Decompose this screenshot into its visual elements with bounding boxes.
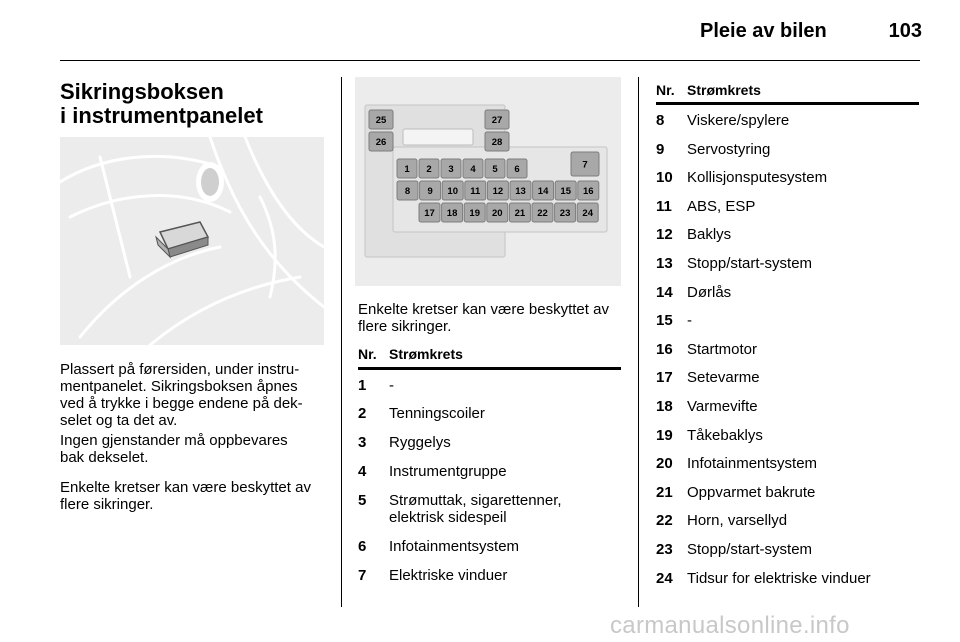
table-row	[656, 570, 921, 604]
fuse-number: 12	[656, 226, 673, 243]
circuit-description: Tidsur for elektriske vinduer	[687, 570, 871, 587]
fuse-number: 8	[656, 112, 665, 129]
fuse-label: 27	[491, 115, 503, 126]
storage-warning: Ingen gjenstander må oppbevares bak dekselet.	[60, 432, 288, 466]
fuse-label: 8	[404, 186, 411, 197]
table-row	[358, 492, 623, 526]
column-divider-left	[341, 77, 342, 607]
multiple-fuses-note-left: Enkelte kretser kan være beskyttet av flere sikringer.	[60, 479, 311, 513]
circuit-description: Kollisjonsputesystem	[687, 169, 828, 186]
fuse-number: 11	[656, 198, 672, 215]
circuit-description: Startmotor	[687, 341, 758, 358]
circuit-description: Stopp/start-system	[687, 541, 813, 558]
section-title	[60, 80, 263, 128]
fuse-label: 22	[537, 208, 548, 219]
fuse-blank-slot	[403, 129, 473, 145]
page-number: 103	[888, 20, 922, 42]
section-title-line2: i instrumentpanelet	[60, 103, 263, 128]
table-row	[358, 567, 623, 601]
fuse-label: 6	[514, 164, 520, 175]
fuse-number: 7	[358, 567, 367, 584]
fuse-number: 5	[358, 492, 367, 509]
fuse-number: 14	[656, 284, 673, 301]
fuse-number: 4	[358, 463, 367, 480]
circuit-description: Setevarme	[687, 369, 760, 386]
fuse-box-diagram	[355, 77, 621, 286]
circuit-description: Servostyring	[687, 141, 771, 158]
circuit-description: Oppvarmet bakrute	[687, 484, 816, 501]
fuse-number: 17	[656, 369, 673, 386]
circuit-description: Varmevifte	[687, 398, 758, 415]
fuse-label: 26	[375, 137, 387, 148]
fuse-number: 22	[656, 512, 673, 529]
column-divider-right	[638, 77, 639, 607]
circuit-description: Horn, varsellyd	[687, 512, 788, 529]
fuse-number: 13	[656, 255, 673, 272]
circuit-description: -	[687, 312, 692, 329]
footer-watermark: carmanualsonline.info	[610, 612, 850, 639]
fuse-label: 5	[492, 164, 498, 175]
fuse-label: 7	[582, 159, 588, 171]
fuse-label: 17	[424, 208, 435, 219]
circuit-description: Infotainmentsystem	[687, 455, 818, 472]
circuit-description: Baklys	[687, 226, 732, 243]
circuit-description: Dørlås	[687, 284, 732, 301]
table-header-rule-middle	[358, 367, 621, 370]
fuse-number: 20	[656, 455, 673, 472]
table-header-nr-right: Nr.	[656, 82, 675, 98]
circuit-description: Infotainmentsystem	[389, 538, 520, 555]
circuit-description: Strømuttak, sigarettenner, elektrisk sidespeil	[389, 492, 562, 526]
circuit-description: Tåkebaklys	[687, 427, 763, 444]
fuse-number: 2	[358, 405, 367, 422]
fuse-number: 23	[656, 541, 673, 558]
circuit-description: -	[389, 377, 394, 394]
page-header-title: Pleie av bilen	[700, 20, 827, 42]
fuse-number: 21	[656, 484, 673, 501]
fuse-label: 10	[447, 186, 458, 197]
fuse-label: 21	[514, 208, 526, 219]
circuit-description: Ryggelys	[389, 434, 451, 451]
fuse-number: 3	[358, 434, 367, 451]
fuse-number: 24	[656, 570, 673, 587]
circuit-description: Instrumentgruppe	[389, 463, 507, 480]
fuse-label: 24	[582, 208, 593, 219]
fuse-box-location-illustration	[60, 137, 324, 345]
fuse-label: 19	[469, 208, 480, 219]
fuse-number: 1	[358, 377, 367, 394]
table-header-nr-middle: Nr.	[358, 346, 377, 362]
circuit-description: Tenningscoiler	[389, 405, 485, 422]
location-description: Plassert på førersiden, under instru- mentpanelet. Sikringsboksen åpnes ved å trykke i begge endene på dek- selet og ta det av.	[60, 361, 303, 429]
fuse-label: 18	[446, 208, 458, 219]
fuse-number: 18	[656, 398, 673, 415]
fuse-label: 1	[404, 164, 410, 175]
fuse-label: 16	[583, 186, 594, 197]
fuse-label: 23	[559, 208, 571, 219]
section-title-line1: Sikringsboksen	[60, 79, 224, 104]
fuse-label: 3	[448, 164, 454, 175]
fuse-number: 19	[656, 427, 673, 444]
fuse-label: 2	[426, 164, 432, 175]
fuse-label: 12	[492, 186, 504, 197]
fuse-number: 16	[656, 341, 673, 358]
table-header-rule-right	[656, 102, 919, 105]
fuse-label: 4	[470, 164, 476, 175]
header-rule	[60, 60, 920, 61]
fuse-number: 6	[358, 538, 367, 555]
circuit-description: Stopp/start-system	[687, 255, 813, 272]
fuse-label: 25	[375, 115, 387, 126]
fuse-label: 11	[470, 186, 481, 197]
circuit-description: Elektriske vinduer	[389, 567, 508, 584]
table-header-circuit-middle: Strømkrets	[389, 346, 463, 362]
fuse-label: 15	[560, 186, 571, 197]
circuit-description: Viskere/spylere	[687, 112, 790, 129]
circuit-description: ABS, ESP	[687, 198, 756, 215]
fuse-number: 15	[656, 312, 673, 329]
fuse-label: 20	[492, 208, 503, 219]
fuse-label: 14	[537, 186, 549, 197]
fuse-number: 10	[656, 169, 673, 186]
dashboard-illustration-svg	[60, 137, 324, 345]
fuse-number: 9	[656, 141, 665, 158]
fuse-label: 13	[515, 186, 526, 197]
fuse-label: 28	[491, 137, 503, 148]
fuse-label: 9	[427, 186, 433, 197]
multiple-fuses-note-middle: Enkelte kretser kan være beskyttet av flere sikringer.	[358, 301, 609, 335]
table-header-circuit-right: Strømkrets	[687, 82, 761, 98]
fuse-layout-svg	[355, 77, 621, 286]
